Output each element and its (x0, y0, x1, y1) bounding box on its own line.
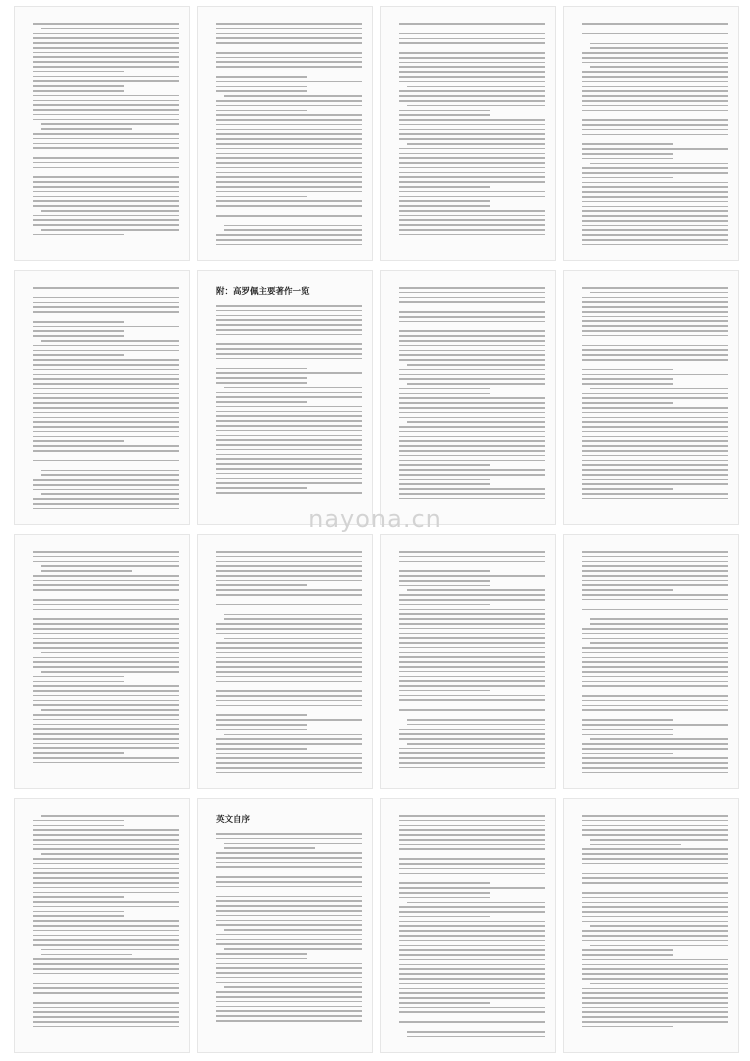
book-page (563, 798, 739, 1053)
page-text-block (582, 551, 728, 772)
page-text-block (216, 305, 362, 508)
page-text-block (216, 551, 362, 772)
book-page (14, 534, 190, 789)
page-text-block (582, 23, 728, 244)
page-text-block (33, 815, 179, 1036)
book-page (380, 6, 556, 261)
page-text-block (399, 23, 545, 244)
book-page (197, 6, 373, 261)
page-text-block (33, 551, 179, 772)
book-page (14, 6, 190, 261)
page-text-block (399, 287, 545, 508)
watermark: nayona.cn (308, 505, 442, 533)
page-text-block (399, 551, 545, 772)
page-text-block (216, 833, 362, 1036)
book-page (14, 798, 190, 1053)
book-page (563, 270, 739, 525)
page-text-block (33, 23, 179, 244)
book-page (380, 534, 556, 789)
book-page (380, 270, 556, 525)
page-title: 附：高罗佩主要著作一览 (216, 287, 310, 297)
page-text-block (582, 287, 728, 508)
page-text-block (33, 287, 179, 508)
page-text-block (216, 23, 362, 244)
page-text-block (582, 815, 728, 1036)
book-page (14, 270, 190, 525)
book-page (563, 6, 739, 261)
book-page (197, 798, 373, 1053)
book-page (197, 534, 373, 789)
book-page (380, 798, 556, 1053)
page-text-block (399, 815, 545, 1036)
page-title: 英文自序 (216, 815, 251, 825)
book-page (197, 270, 373, 525)
book-page (563, 534, 739, 789)
